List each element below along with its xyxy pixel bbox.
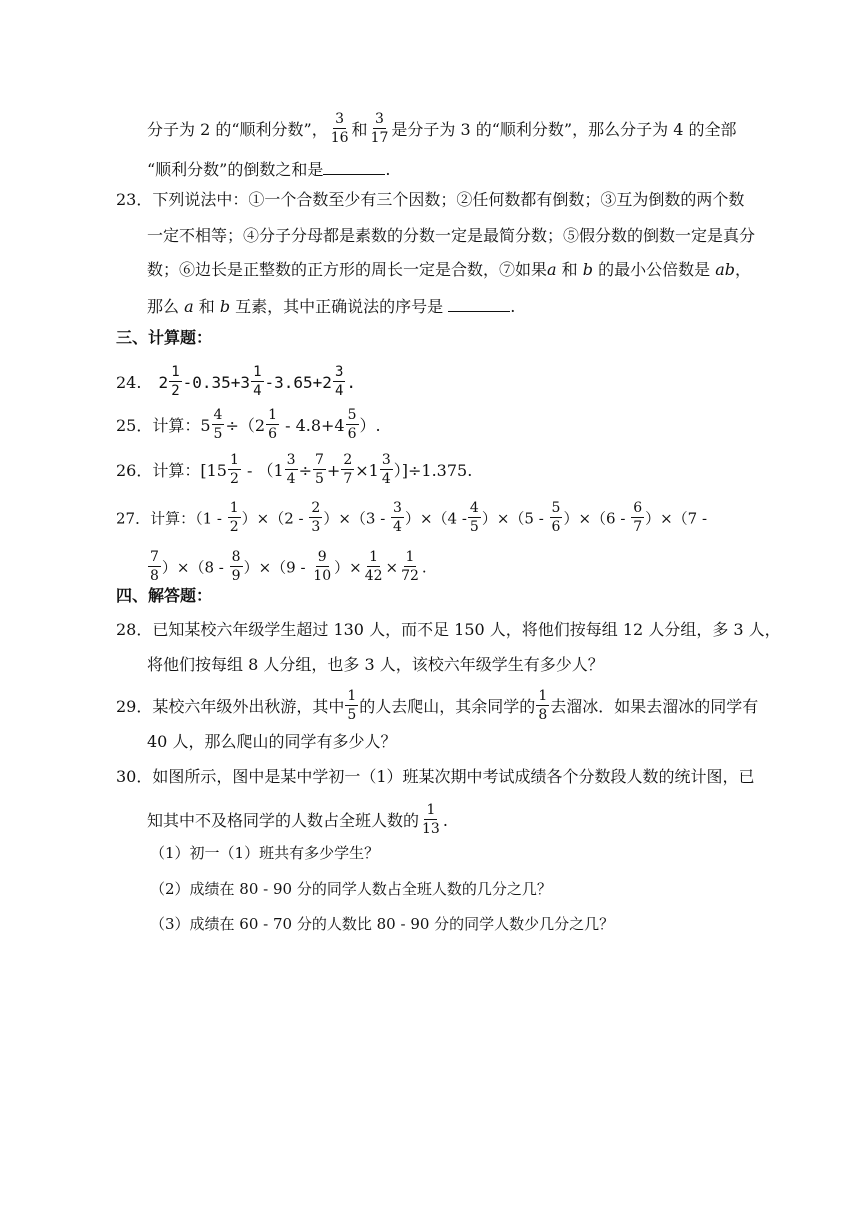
q25-fraction-1 <box>212 408 225 441</box>
q30-line1: 30．如图所示，图中是某中学初一（1）班某次期中考试成绩各个分数段人数的统计图，已 <box>116 767 755 786</box>
q30-sub2: （2）成绩在 80 - 90 分的同学人数占全班人数的几分之几？ <box>150 880 552 898</box>
q27-f4-num: 4 <box>469 500 479 516</box>
q25-f2-den: 6 <box>268 426 277 442</box>
q26-fraction-3 <box>313 453 326 486</box>
q30-fraction-1 <box>420 803 442 836</box>
q27-line1 <box>116 500 708 536</box>
q26-fraction-1 <box>228 453 241 486</box>
q27-line2 <box>147 549 427 585</box>
q29-f2-num: 1 <box>538 688 548 704</box>
q27-f7-den: 8 <box>150 568 159 584</box>
q27-fraction-1 <box>228 501 241 534</box>
q24-f1-num: 1 <box>171 364 180 380</box>
q25-term-1: ÷（2 <box>225 416 266 435</box>
q23-and-2: 和 <box>193 297 220 316</box>
q24-expression <box>158 364 357 399</box>
q25-f1-den: 5 <box>213 426 223 442</box>
q24-fraction-3 <box>333 365 345 398</box>
q22-end: . <box>385 160 391 179</box>
q24-fraction-1 <box>169 365 181 398</box>
q24-term-2: -3.65+2 <box>264 373 332 392</box>
q27-term-10: × <box>385 558 399 577</box>
q22-text-a: 分子为 2 的“顺利分数”， <box>147 120 328 139</box>
q24-term-1: -0.35+3 <box>182 373 251 392</box>
q25-term-2: - 4.8+4 <box>279 416 345 435</box>
q26-f4-den: 7 <box>343 471 353 487</box>
q27-f3-den: 4 <box>393 519 402 535</box>
q26-term-1: - （1 <box>241 461 284 480</box>
q24-f1-den: 2 <box>171 383 180 399</box>
q26-fraction-5 <box>380 453 393 486</box>
q29-text-c: 去溜冰．如果去溜冰的同学有 <box>550 697 759 716</box>
q23-var-a: a <box>547 260 557 279</box>
q27-f10-num: 1 <box>369 549 379 565</box>
q23-comma: ， <box>734 260 751 279</box>
q22-fraction-2 <box>369 112 391 145</box>
q28-line2: 将他们按每组 8 人分组，也多 3 人，该校六年级学生有多少人？ <box>147 655 604 674</box>
q30-sub1: （1）初一（1）班共有多少学生？ <box>150 844 380 862</box>
q29-text-b: 的人去爬山，其余同学的 <box>359 697 536 716</box>
q27-f7-num: 7 <box>150 549 159 565</box>
q26-f1-den: 2 <box>229 471 239 487</box>
q22-line2 <box>147 160 390 178</box>
q27-prefix: 27．计算：（1 - <box>116 509 227 528</box>
q27-term-1: ）×（2 - <box>241 509 309 528</box>
q24-f2-den: 4 <box>253 383 262 399</box>
q27-f4-den: 5 <box>469 519 479 535</box>
q23-line4 <box>147 297 515 315</box>
q27-fraction-3 <box>391 501 404 534</box>
q27-fraction-8 <box>230 550 243 583</box>
q30-line2 <box>147 802 448 838</box>
q25-end: ）. <box>359 416 381 435</box>
q26-line <box>116 452 473 488</box>
q26-f5-den: 4 <box>381 471 391 487</box>
q27-fraction-7 <box>148 550 161 583</box>
q22-f2-num: 3 <box>375 111 384 127</box>
q23-line3 <box>147 262 751 278</box>
q23-var-b-2: b <box>219 297 231 316</box>
q29-f1-num: 1 <box>347 688 357 704</box>
q22-text-b: 是分子为 3 的“顺利分数”，那么分子为 4 的全部 <box>391 120 737 139</box>
q27-fraction-4 <box>468 501 481 534</box>
q27-f9-num: 9 <box>317 549 327 565</box>
q26-f3-num: 7 <box>314 452 324 468</box>
q24-f2-num: 1 <box>253 364 262 380</box>
q24-f3-den: 4 <box>334 383 344 399</box>
q27-f10-den: 42 <box>364 568 383 584</box>
q25-fraction-3 <box>346 408 359 441</box>
q24-whole-1: 2 <box>158 373 169 392</box>
q22-mid: 和 <box>351 120 368 139</box>
q23-var-b: b <box>582 260 593 279</box>
q25-f2-num: 1 <box>268 407 277 423</box>
q27-f6-num: 6 <box>633 500 643 516</box>
q25-f1-num: 4 <box>213 407 223 423</box>
q26-f5-num: 3 <box>381 452 391 468</box>
q22-line1 <box>147 111 737 147</box>
q29-f2-den: 8 <box>538 707 548 723</box>
q28-line1: 28．已知某校六年级学生超过 130 人，而不足 150 人，将他们按每组 12 人分组，多 3 人， <box>116 620 781 639</box>
q22-f2-den: 17 <box>370 130 389 146</box>
q27-term-7: ）×（8 - <box>161 558 229 577</box>
q27-fraction-9 <box>311 550 333 583</box>
q27-term-2: ）×（3 - <box>323 509 391 528</box>
q27-f5-num: 5 <box>551 500 561 516</box>
q25-prefix: 25．计算：5 <box>116 416 211 435</box>
q26-term-4: ×1 <box>355 461 379 480</box>
q27-fraction-10 <box>363 550 385 583</box>
q26-fraction-4 <box>341 453 354 486</box>
q25-f3-den: 6 <box>347 426 357 442</box>
q26-term-2: ÷ <box>298 461 312 480</box>
q23-text-a: 数；⑥边长是正整数的正方形的周长一定是合数，⑦如果 <box>147 260 548 279</box>
q26-f4-num: 2 <box>343 452 353 468</box>
q27-term-4: ）×（5 - <box>481 509 549 528</box>
q27-f1-num: 1 <box>229 500 239 516</box>
q27-f3-num: 3 <box>393 500 402 516</box>
q23-text-c: 那么 <box>147 297 185 316</box>
q30-end: . <box>442 811 448 830</box>
q22-answer-blank[interactable] <box>323 160 385 175</box>
q26-fraction-2 <box>285 453 298 486</box>
q27-term-3: ）×（4 - <box>404 509 467 528</box>
q27-f11-den: 72 <box>401 568 419 584</box>
q24-f3-num: 3 <box>334 364 344 380</box>
q27-f8-num: 8 <box>231 549 241 565</box>
q30-f1-num: 1 <box>426 802 436 818</box>
section-4-heading: 四、解答题： <box>116 586 213 605</box>
q23-text-b: 的最小公倍数是 <box>593 260 716 279</box>
q23-end: . <box>510 297 516 316</box>
q29-fraction-2 <box>536 689 549 722</box>
q29-text-a: 29．某校六年级外出秋游，其中 <box>116 697 345 716</box>
q27-end: . <box>421 558 427 577</box>
q27-f11-num: 1 <box>405 549 415 565</box>
q26-f2-den: 4 <box>286 471 296 487</box>
q26-f1-num: 1 <box>229 452 239 468</box>
q23-line1: 23．下列说法中：①一个合数至少有三个因数；②任何数都有倒数；③互为倒数的两个数 <box>116 190 745 209</box>
q27-f6-den: 7 <box>633 519 643 535</box>
q27-fraction-5 <box>550 501 563 534</box>
q24-number: 24. <box>116 373 142 392</box>
q27-term-9: ）× <box>334 558 362 577</box>
q27-term-8: ）×（9 - <box>243 558 311 577</box>
q27-f2-num: 2 <box>311 500 321 516</box>
q27-f8-den: 9 <box>231 568 241 584</box>
q26-end: ）]÷1.375. <box>393 461 473 480</box>
q23-text-d: 互素，其中正确说法的序号是 <box>230 297 449 316</box>
q23-var-a-2: a <box>184 297 194 316</box>
q29-line1 <box>116 688 759 724</box>
q29-fraction-1 <box>345 689 358 722</box>
q24-line <box>116 364 357 400</box>
q23-line2: 一定不相等；④分子分母都是素数的分数一定是最简分数；⑤假分数的倒数一定是真分 <box>147 226 756 245</box>
q22-f1-num: 3 <box>335 111 345 127</box>
q30-sub3: （3）成绩在 60 - 70 分的人数比 80 - 90 分的同学人数少几分之几？ <box>150 915 615 933</box>
section-3-heading: 三、计算题： <box>116 328 213 347</box>
q29-line2: 40 人，那么爬山的同学有多少人？ <box>147 732 397 751</box>
q22-text-c: “顺利分数”的倒数之和是 <box>147 160 324 179</box>
q26-f2-num: 3 <box>286 452 296 468</box>
q29-f1-den: 5 <box>347 707 357 723</box>
q23-var-ab: ab <box>715 260 735 279</box>
q25-f3-num: 5 <box>347 407 357 423</box>
q25-fraction-2 <box>266 408 279 441</box>
q27-term-6: ）×（7 - <box>645 509 708 528</box>
q27-term-5: ）×（6 - <box>563 509 631 528</box>
q25-line <box>116 407 381 443</box>
q24-end: . <box>346 373 357 392</box>
q26-prefix: 26．计算：[15 <box>116 461 227 480</box>
q22-fraction-1 <box>329 112 351 145</box>
q30-f1-den: 13 <box>422 821 440 837</box>
q23-and: 和 <box>556 260 583 279</box>
q23-answer-blank[interactable] <box>448 297 510 312</box>
q27-f1-den: 2 <box>229 519 239 535</box>
q26-term-3: + <box>326 461 341 480</box>
q27-f5-den: 6 <box>551 519 561 535</box>
q27-f2-den: 3 <box>311 519 321 535</box>
q27-fraction-11 <box>399 550 421 583</box>
q27-fraction-2 <box>309 501 322 534</box>
q22-f1-den: 16 <box>330 130 349 146</box>
q26-f3-den: 5 <box>314 471 324 487</box>
q27-f9-den: 10 <box>313 568 332 584</box>
q27-fraction-6 <box>631 501 644 534</box>
q24-fraction-2 <box>251 365 263 398</box>
q30-text-a: 知其中不及格同学的人数占全班人数的 <box>147 811 420 830</box>
